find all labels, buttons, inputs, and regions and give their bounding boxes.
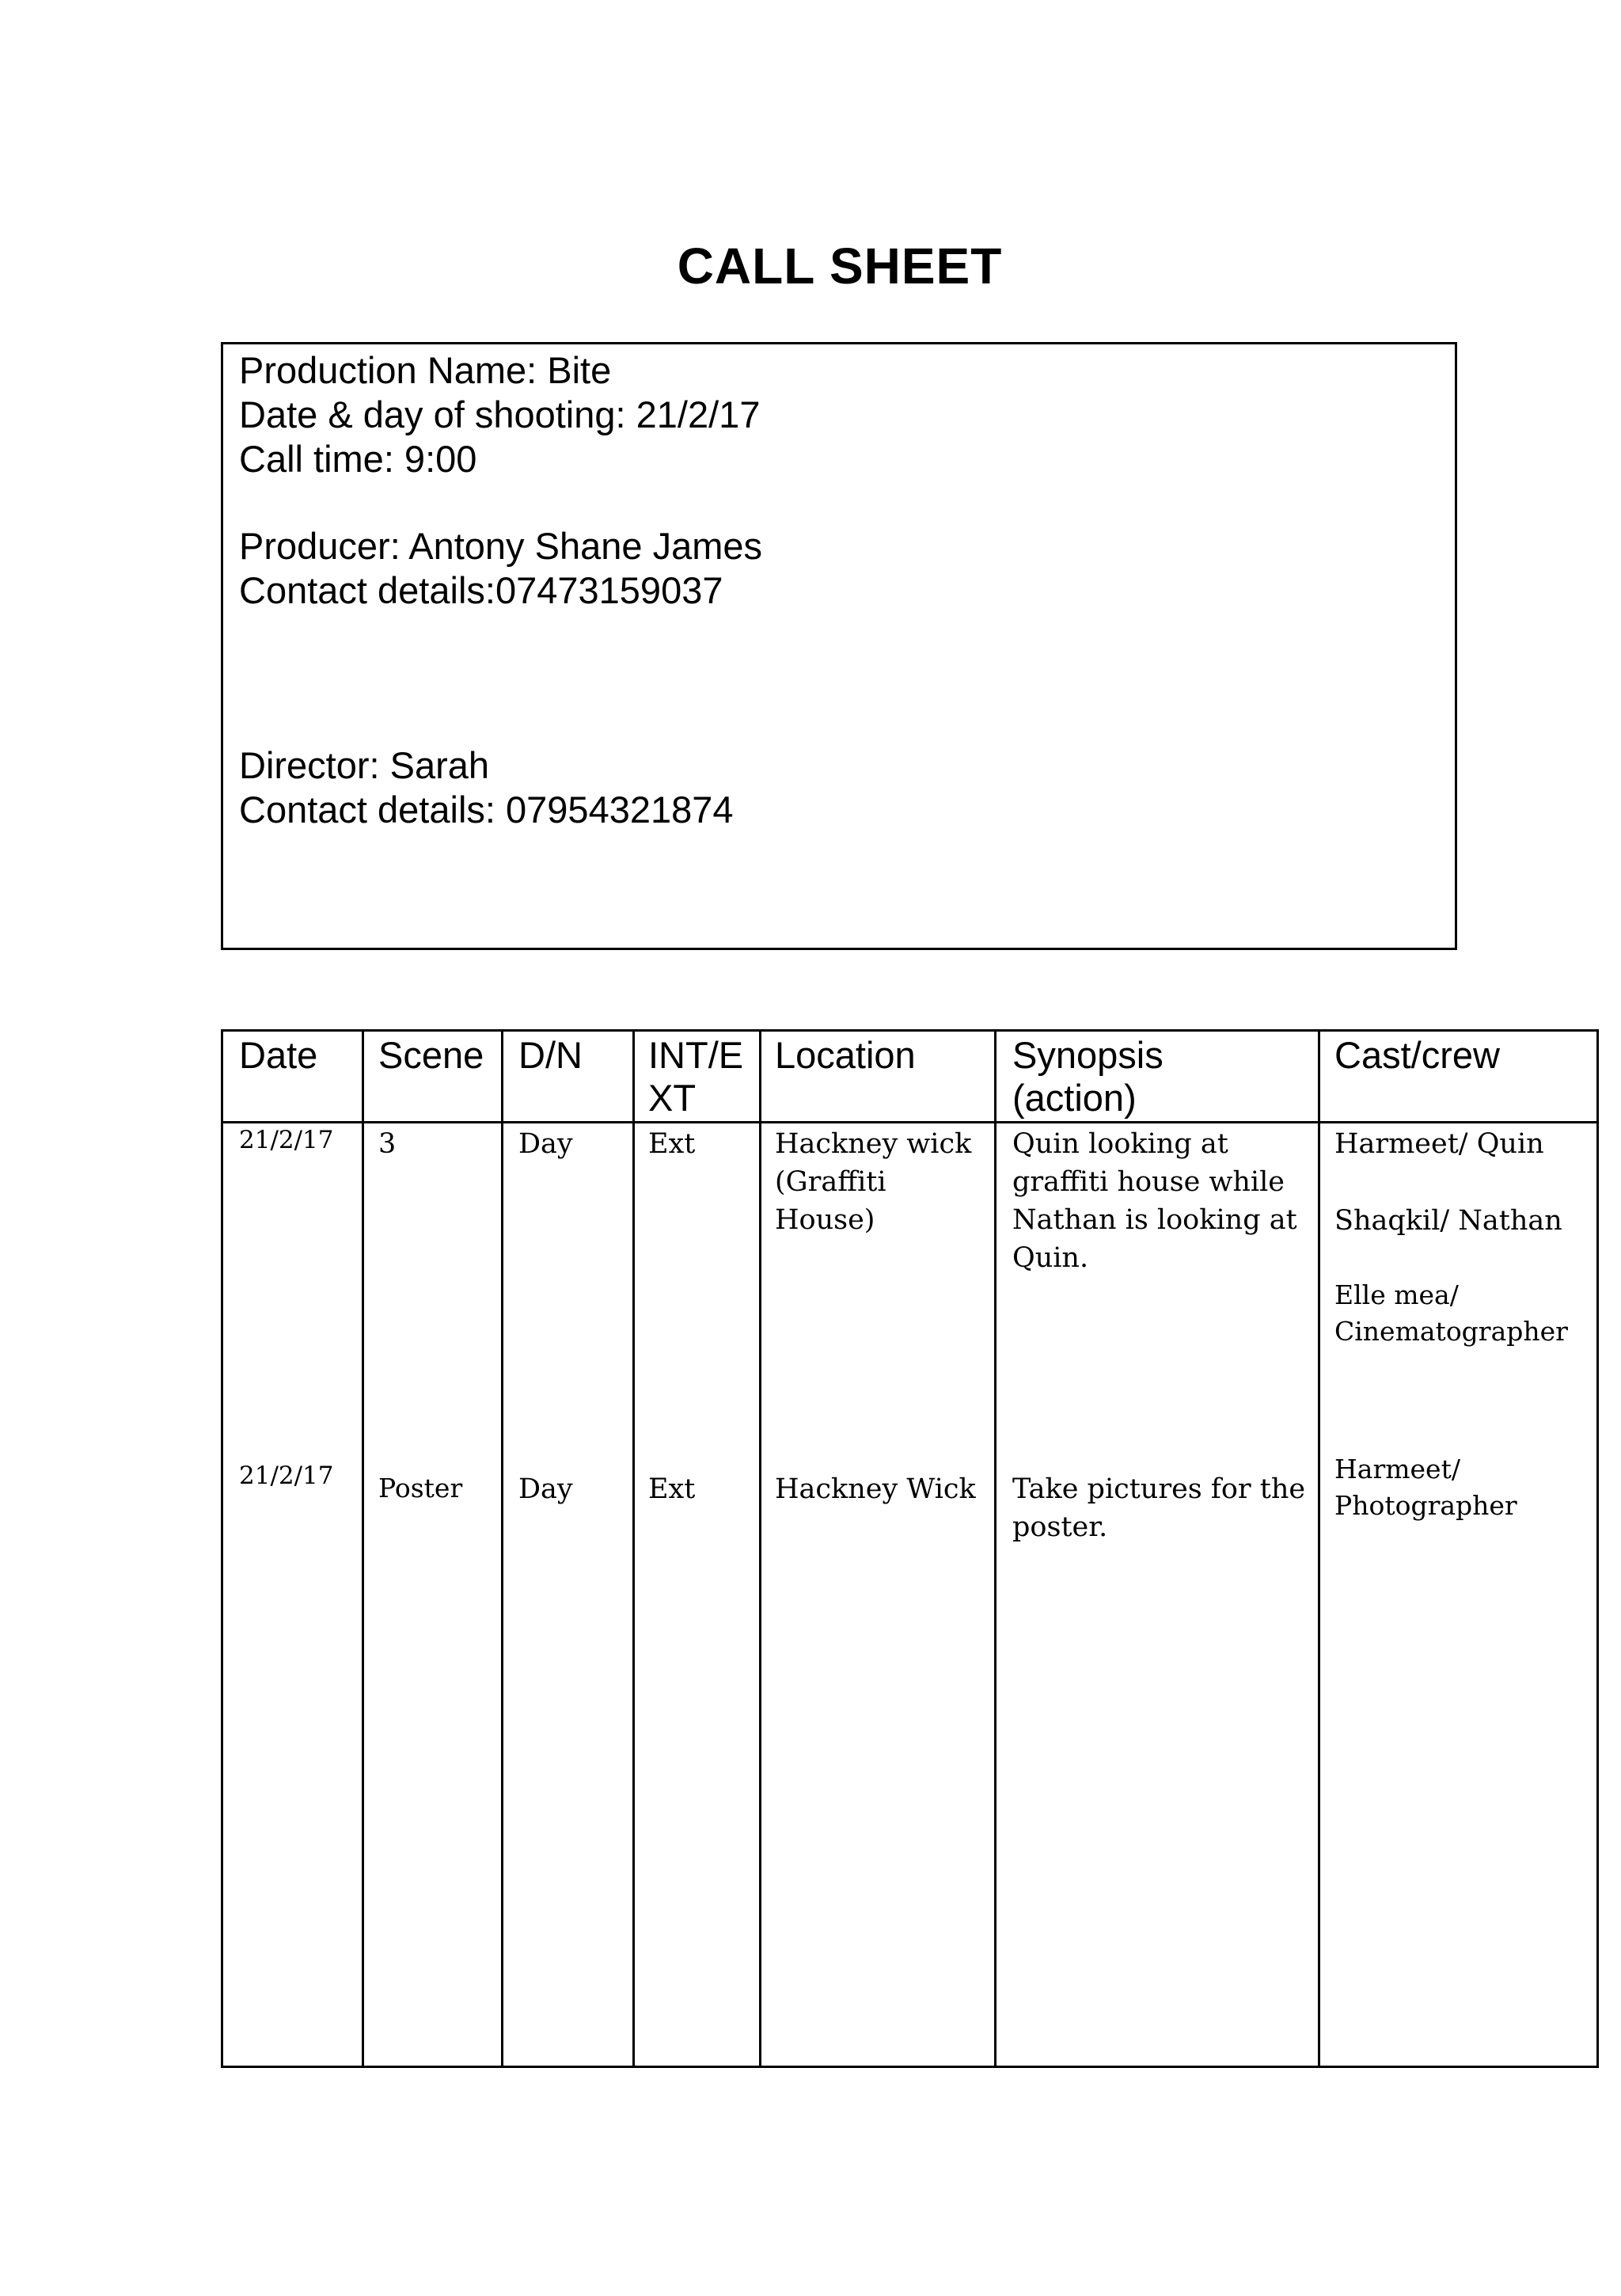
row2-location: Hackney Wick — [775, 1473, 976, 1505]
row2-scene: Poster — [378, 1473, 463, 1503]
header-divider — [223, 1121, 1596, 1123]
row1-location: Hackney wick (Graffiti House) — [775, 1128, 972, 1236]
column-divider — [632, 1032, 635, 2066]
header-scene: Scene — [378, 1034, 484, 1076]
header-synopsis: Synopsis (action) — [1012, 1034, 1164, 1119]
row1-int-ext: Ext — [648, 1128, 696, 1160]
row2-cast-1: Harmeet/ Photographer — [1334, 1454, 1517, 1521]
call-time: Call time: 9:00 — [239, 438, 477, 480]
page-title: CALL SHEET — [677, 238, 1003, 295]
row2-date: 21/2/17 — [239, 1462, 334, 1490]
row2-int-ext: Ext — [648, 1473, 696, 1505]
header-date: Date — [239, 1034, 318, 1076]
header-day-night: D/N — [518, 1034, 583, 1076]
column-divider — [759, 1032, 761, 2066]
production-info-box — [221, 342, 1457, 950]
row1-synopsis: Quin looking at graffiti house while Nathan is looking at Quin. — [1012, 1128, 1297, 1274]
row1-day-night: Day — [518, 1128, 573, 1160]
shooting-date: Date & day of shooting: 21/2/17 — [239, 393, 761, 435]
column-divider — [362, 1032, 364, 2066]
column-divider — [1318, 1032, 1320, 2066]
producer-name: Producer: Antony Shane James — [239, 525, 763, 567]
header-location: Location — [775, 1034, 916, 1076]
row1-cast-2: Shaqkil/ Nathan — [1334, 1205, 1562, 1237]
header-int-ext: INT/E XT — [648, 1034, 744, 1119]
director-contact: Contact details: 07954321874 — [239, 789, 734, 831]
row2-synopsis: Take pictures for the poster. — [1012, 1473, 1306, 1543]
column-divider — [501, 1032, 503, 2066]
row1-cast-1: Harmeet/ Quin — [1334, 1128, 1544, 1160]
schedule-table — [221, 1029, 1599, 2068]
director-name: Director: Sarah — [239, 744, 490, 786]
column-divider — [994, 1032, 997, 2066]
row1-scene: 3 — [378, 1128, 397, 1160]
row2-day-night: Day — [518, 1473, 573, 1505]
row1-cast-3: Elle mea/ Cinematographer — [1334, 1279, 1568, 1347]
production-name: Production Name: Bite — [239, 349, 612, 391]
header-cast-crew: Cast/crew — [1334, 1034, 1500, 1076]
producer-contact: Contact details:07473159037 — [239, 569, 723, 611]
row1-date: 21/2/17 — [239, 1126, 334, 1154]
